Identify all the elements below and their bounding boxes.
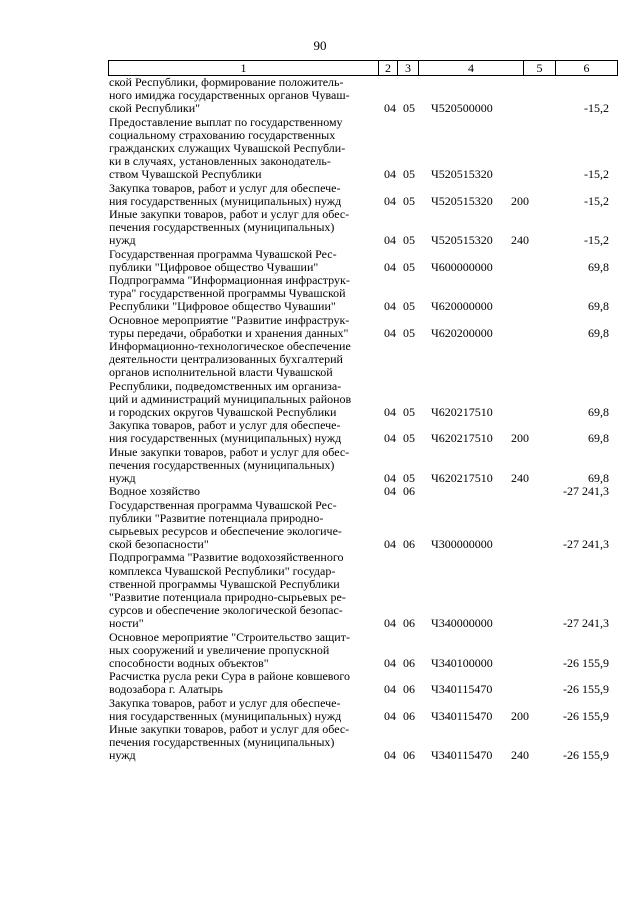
table-row [109,116,609,182]
target-article-code: Ч520515320 [431,233,493,248]
amount: -26 155,9 [563,682,609,697]
subsection-code: 06 [403,655,415,670]
table-row [109,76,609,116]
description-line: органов исполнительной власти Чувашской [109,365,333,380]
subsection-code: 05 [403,299,415,314]
subsection-code: 05 [403,431,415,446]
subsection-code: 06 [403,708,415,723]
page-number: 90 [313,38,327,53]
description-line: печения государственных (муниципальных) [109,735,335,750]
table-row [109,631,609,671]
description-line: Подпрограмма "Информационная инфраструк- [109,273,350,288]
target-article-code: Ч620217510 [431,431,493,446]
description-line: печения государственных (муниципальных) [109,220,335,235]
description-line: Основное мероприятие "Строительство защит- [109,629,350,644]
target-article-code: Ч620217510 [431,405,493,420]
table-row [109,248,609,274]
description-line: сурсов и обеспечение экологической безопас- [109,603,343,618]
subsection-code: 06 [403,682,415,697]
table-row [109,670,609,696]
section-code: 04 [384,167,396,182]
amount: 69,8 [588,325,609,340]
description-line: нужд [109,471,136,486]
subsection-code: 05 [403,233,415,248]
description-line: водозабора г. Алатырь [109,682,223,697]
description-line: способности водных объектов" [109,655,269,670]
header-col-6: 6 [556,61,618,76]
section-code: 04 [384,299,396,314]
description-line: деятельности централизованных бухгалтерий [109,352,343,367]
section-code: 04 [384,431,396,446]
description-line: Республики, подведомственных им организа- [109,378,342,393]
description-line: ния государственных (муниципальных) нужд [109,193,342,208]
row-description [109,274,377,314]
amount: 69,8 [588,405,609,420]
section-code: 04 [384,471,396,486]
description-line: ного имиджа государственных органов Чуваш- [109,88,350,103]
expense-type-code: 240 [511,748,529,763]
amount: 69,8 [588,431,609,446]
description-line: ния государственных (муниципальных) нужд [109,708,342,723]
description-line: ных сооружений и увеличение пропускной [109,642,330,657]
expense-type-code: 240 [511,233,529,248]
target-article-code: Ч520515320 [431,167,493,182]
table-row [109,551,609,630]
description-line: публики "Цифровое общество Чувашии" [109,259,319,274]
subsection-code: 05 [403,405,415,420]
description-line: ской безопасности" [109,537,209,552]
target-article-code: Ч620200000 [431,325,493,340]
table-row [109,274,609,314]
description-line: ности" [109,616,144,631]
target-article-code: Ч520515320 [431,193,493,208]
amount: -26 155,9 [563,748,609,763]
section-code: 04 [384,616,396,631]
table-row [109,314,609,340]
section-code: 04 [384,537,396,552]
amount: -15,2 [584,167,609,182]
section-code: 04 [384,405,396,420]
description-line: ской Республики" [109,101,201,116]
target-article-code: Ч620000000 [431,299,493,314]
row-description [109,631,377,671]
subsection-code: 06 [403,537,415,552]
row-description [109,499,377,552]
section-code: 04 [384,193,396,208]
description-line: Предоставление выплат по государственному [109,114,343,129]
header-col-1: 1 [109,61,379,76]
subsection-code: 05 [403,325,415,340]
description-line: Информационно-технологическое обеспечение [109,339,351,354]
amount: -15,2 [584,193,609,208]
subsection-code: 06 [403,616,415,631]
section-code: 04 [384,259,396,274]
row-description [109,723,377,763]
table-row [109,208,609,248]
row-description [109,485,377,498]
row-description [109,697,377,723]
description-line: ки в случаях, установленных законодатель- [109,154,331,169]
row-description [109,670,377,696]
description-line: ством Чувашской Республики [109,167,262,182]
expense-type-code: 200 [511,193,529,208]
table-row [109,485,609,498]
description-line: Государственная программа Чувашской Рес- [109,246,337,261]
amount: -26 155,9 [563,655,609,670]
row-description [109,314,377,340]
table-row [109,446,609,486]
row-description [109,116,377,182]
expense-type-code: 200 [511,708,529,723]
budget-table-body [109,76,609,763]
description-line: ния государственных (муниципальных) нужд [109,431,342,446]
amount: 69,8 [588,471,609,486]
description-line: публики "Развитие потенциала природно- [109,510,324,525]
description-line: комплекса Чувашской Республики" государ- [109,563,336,578]
expense-type-code: 240 [511,471,529,486]
description-line: ской Республики, формирование положитель- [109,75,344,89]
header-col-5: 5 [524,61,556,76]
section-code: 04 [384,655,396,670]
row-description [109,551,377,630]
subsection-code: 05 [403,167,415,182]
target-article-code: Ч340100000 [431,655,493,670]
row-description [109,446,377,486]
target-article-code: Ч340115470 [431,708,493,723]
subsection-code: 05 [403,101,415,116]
description-line: Подпрограмма "Развитие водохозяйственного [109,550,344,565]
section-code: 04 [384,708,396,723]
row-description [109,248,377,274]
target-article-code: Ч300000000 [431,537,493,552]
subsection-code: 05 [403,471,415,486]
row-description [109,419,377,445]
description-line: Иные закупки товаров, работ и услуг для обес- [109,721,350,736]
target-article-code: Ч340115470 [431,748,493,763]
description-line: Расчистка русла реки Сура в районе ковшевого [109,669,351,684]
section-code: 04 [384,748,396,763]
description-line: ственной программы Чувашской Республики [109,576,340,591]
subsection-code: 05 [403,259,415,274]
table-row [109,697,609,723]
subsection-code: 06 [403,748,415,763]
subsection-code: 06 [403,484,415,499]
description-line: Закупка товаров, работ и услуг для обеспече- [109,695,341,710]
amount: -15,2 [584,233,609,248]
target-article-code: Ч340000000 [431,616,493,631]
table-row [109,723,609,763]
description-line: гражданских служащих Чувашской Республи- [109,141,346,156]
amount: -27 241,3 [563,616,609,631]
row-description [109,76,377,116]
description-line: печения государственных (муниципальных) [109,457,335,472]
table-row [109,340,609,419]
target-article-code: Ч340115470 [431,682,493,697]
description-line: туры передачи, обработки и хранения данных" [109,325,349,340]
description-line: Иные закупки товаров, работ и услуг для обес- [109,207,350,222]
description-line: и городских округов Чувашской Республики [109,405,337,420]
header-col-4: 4 [419,61,524,76]
description-line: ций и администраций муниципальных районов [109,391,352,406]
amount: 69,8 [588,259,609,274]
section-code: 04 [384,484,396,499]
expense-type-code: 200 [511,431,529,446]
description-line: Основное мероприятие "Развитие инфраструк- [109,312,350,327]
table-row [109,419,609,445]
amount: 69,8 [588,299,609,314]
description-line: сырьевых ресурсов и обеспечение экологиче- [109,523,342,538]
description-line: нужд [109,748,136,763]
amount: -27 241,3 [563,537,609,552]
description-line: Иные закупки товаров, работ и услуг для обес- [109,444,350,459]
amount: -26 155,9 [563,708,609,723]
header-col-3: 3 [398,61,419,76]
table-row [109,182,609,208]
description-line: Закупка товаров, работ и услуг для обеспече- [109,418,341,433]
section-code: 04 [384,682,396,697]
row-description [109,182,377,208]
table-header [108,60,618,76]
row-description [109,340,377,419]
description-line: Республики "Цифровое общество Чувашии" [109,299,336,314]
description-line: социальному страхованию государственных [109,127,336,142]
section-code: 04 [384,233,396,248]
row-description [109,208,377,248]
target-article-code: Ч620217510 [431,471,493,486]
description-line: Закупка товаров, работ и услуг для обеспече- [109,180,341,195]
amount: -15,2 [584,101,609,116]
section-code: 04 [384,325,396,340]
table-row [109,499,609,552]
description-line: тура" государственной программы Чувашской [109,286,346,301]
target-article-code: Ч520500000 [431,101,493,116]
description-line: Государственная программа Чувашской Рес- [109,497,337,512]
target-article-code: Ч600000000 [431,259,493,274]
subsection-code: 05 [403,193,415,208]
amount: -27 241,3 [563,484,609,499]
header-col-2: 2 [379,61,398,76]
description-line: Водное хозяйство [109,484,201,499]
description-line: "Развитие потенциала природно-сырьевых ре- [109,589,346,604]
description-line: нужд [109,233,136,248]
section-code: 04 [384,101,396,116]
